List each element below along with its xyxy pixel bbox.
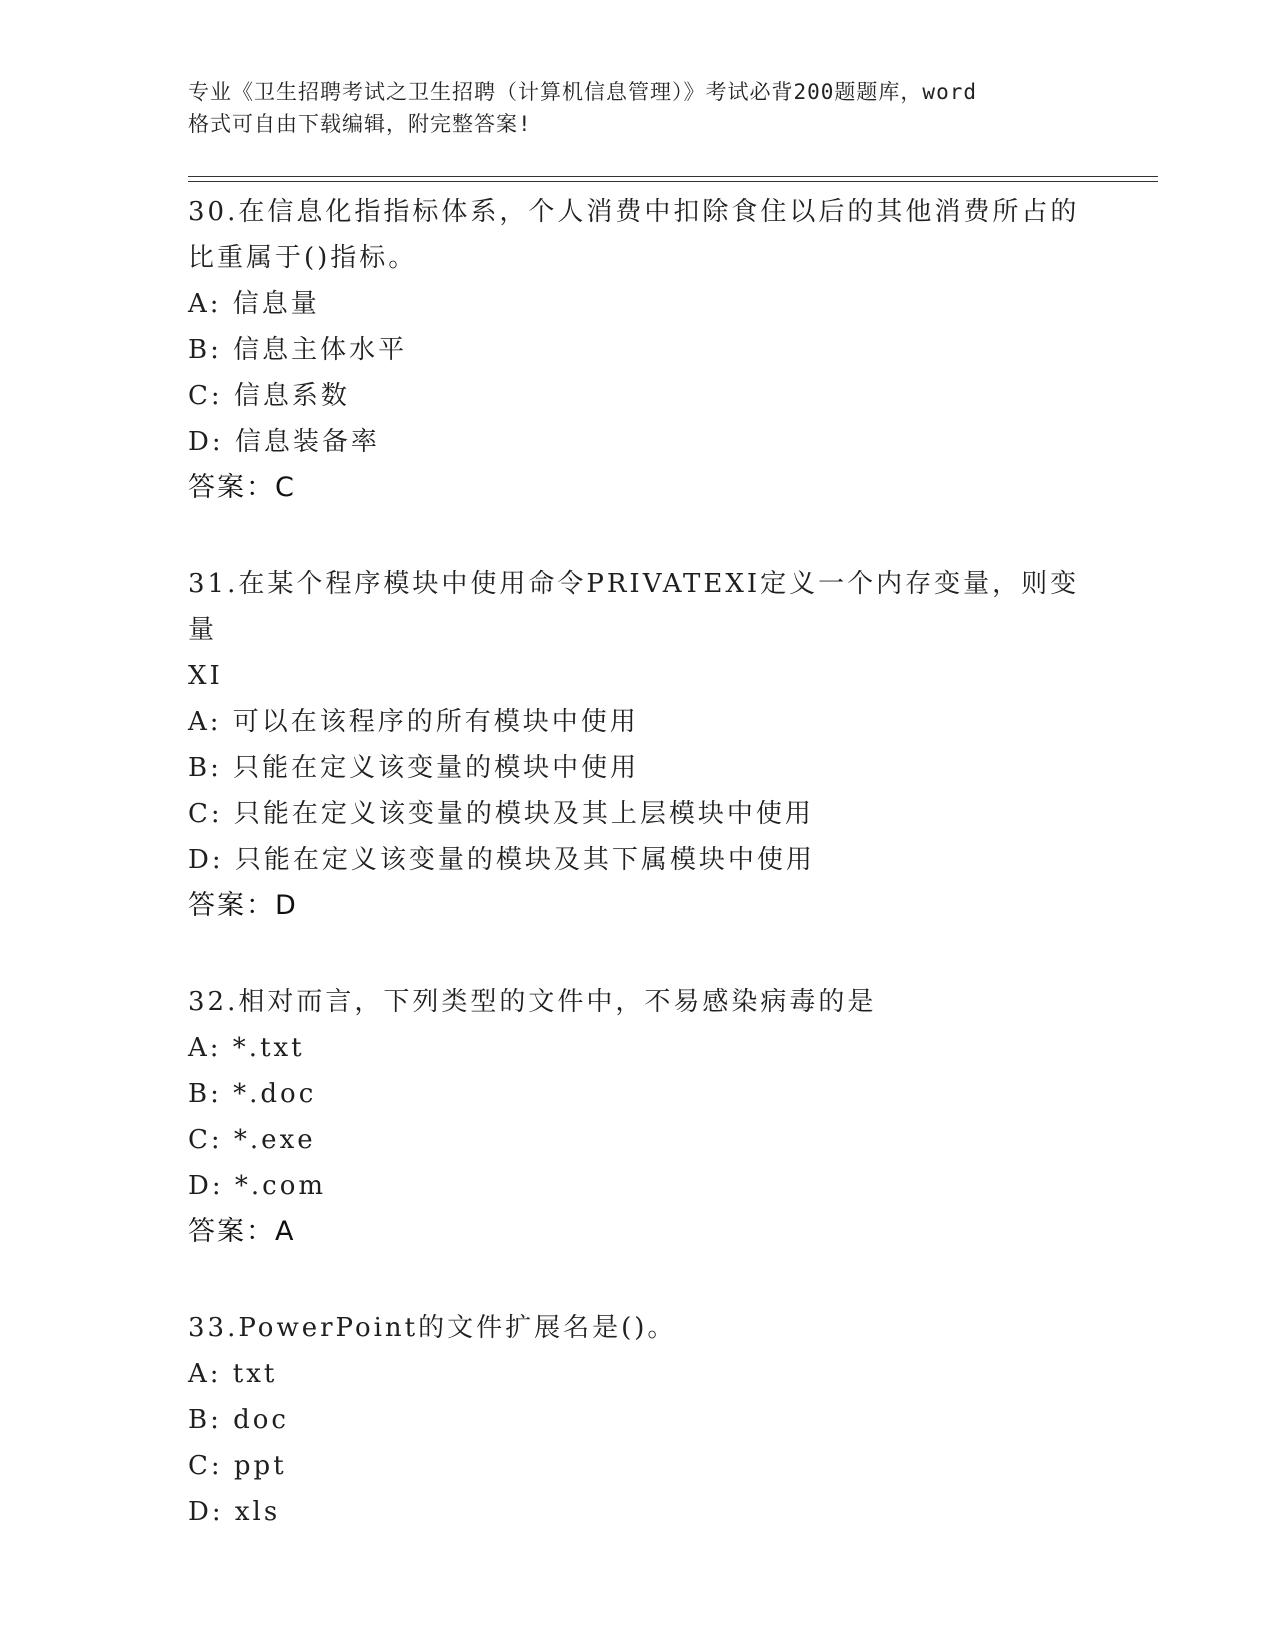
question-list (188, 189, 1088, 1585)
option-b: B: 只能在定义该变量的模块中使用 (188, 753, 640, 783)
question-33 (188, 1305, 1088, 1535)
option-b: B: doc (188, 1405, 289, 1435)
option-d: D: 信息装备率 (188, 427, 380, 457)
option-a: A: *.txt (188, 1033, 305, 1063)
document-header (188, 76, 1088, 140)
answer-line: 答案：A (188, 1216, 296, 1247)
option-c: C: 只能在定义该变量的模块及其上层模块中使用 (188, 799, 814, 829)
question-stem: 31.在某个程序模块中使用命令PRIVATEXI定义一个内存变量，则变量 (188, 569, 1080, 645)
question-30 (188, 189, 1088, 511)
question-stem-continued: XI (188, 661, 223, 691)
header-line-1: 专业《卫生招聘考试之卫生招聘（计算机信息管理）》考试必背200题题库，word (188, 80, 977, 104)
answer-line: 答案：C (188, 472, 296, 503)
option-d: D: *.com (188, 1171, 327, 1201)
option-a: A: 可以在该程序的所有模块中使用 (188, 707, 639, 737)
option-a: A: txt (188, 1359, 278, 1389)
option-d: D: xls (188, 1497, 281, 1527)
header-divider-bottom (188, 181, 1158, 182)
question-31 (188, 561, 1088, 929)
question-32 (188, 979, 1088, 1255)
option-c: C: *.exe (188, 1125, 316, 1155)
option-b: B: *.doc (188, 1079, 317, 1109)
option-d: D: 只能在定义该变量的模块及其下属模块中使用 (188, 845, 815, 875)
question-stem: 32.相对而言，下列类型的文件中，不易感染病毒的是 (188, 987, 877, 1017)
question-stem-continued: 比重属于()指标。 (188, 243, 418, 273)
question-stem: 33.PowerPoint的文件扩展名是()。 (188, 1313, 677, 1343)
header-line-2: 格式可自由下载编辑，附完整答案! (188, 112, 532, 136)
option-c: C: 信息系数 (188, 381, 350, 411)
question-stem: 30.在信息化指指标体系，个人消费中扣除食住以后的其他消费所占的 (188, 197, 1080, 227)
option-b: B: 信息主体水平 (188, 335, 408, 365)
header-divider-top (188, 176, 1158, 177)
option-c: C: ppt (188, 1451, 287, 1481)
option-a: A: 信息量 (188, 289, 320, 319)
answer-line: 答案：D (188, 890, 298, 921)
